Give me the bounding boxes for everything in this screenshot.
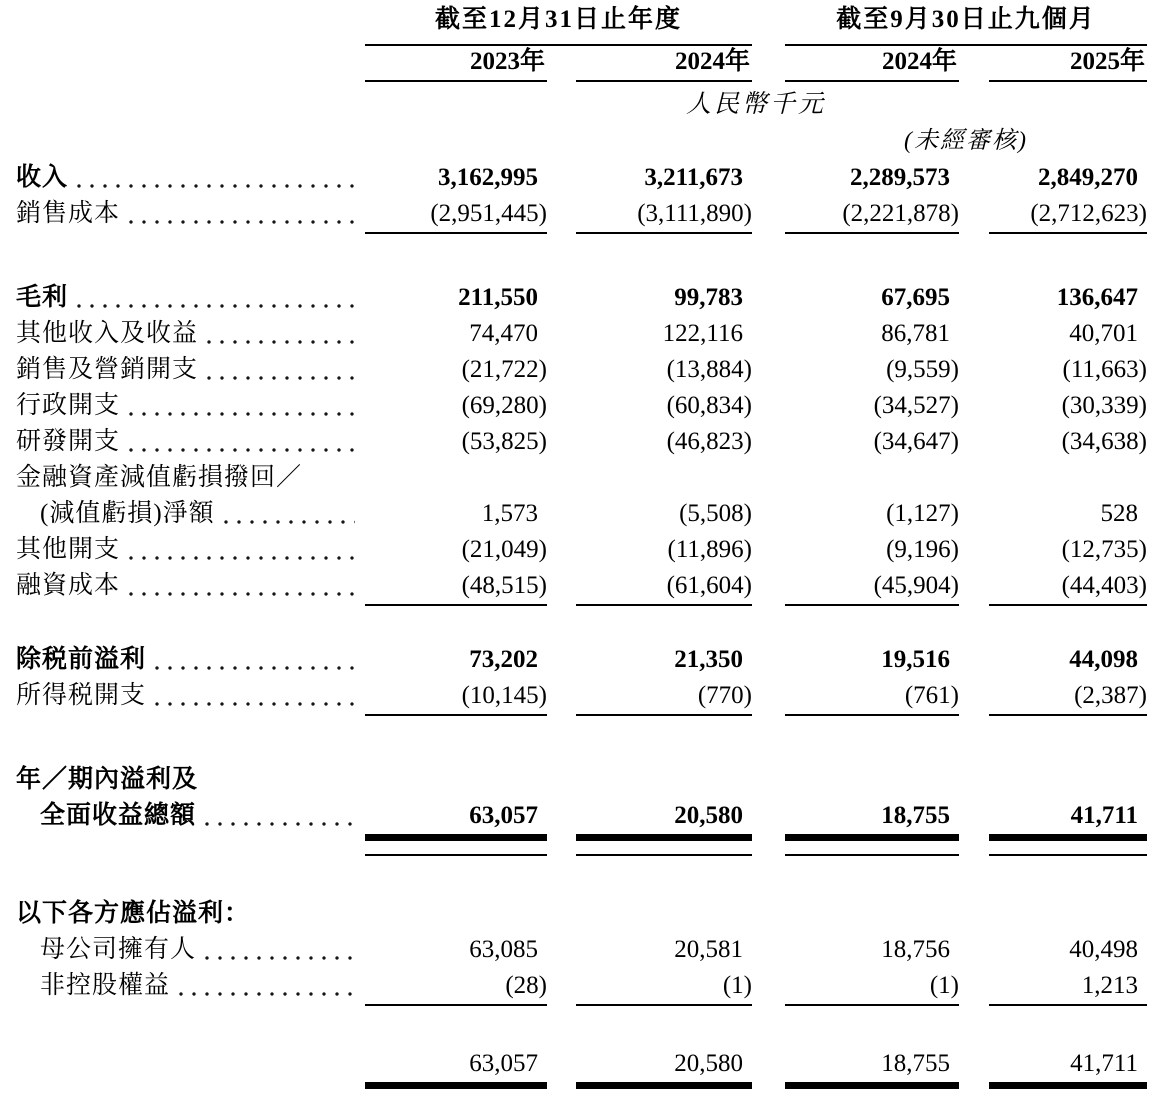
row-value: 63,085 bbox=[469, 936, 538, 963]
row-value: (2,712,623) bbox=[1030, 200, 1147, 227]
row-label: 母公司擁有人 bbox=[40, 936, 197, 963]
row-value: 136,647 bbox=[1056, 284, 1138, 311]
dot-leader bbox=[207, 376, 355, 380]
dot-leader bbox=[129, 448, 355, 452]
period-group-nine-month-label: 截至9月30日止九個月 bbox=[836, 6, 1096, 33]
rule-bar bbox=[989, 1082, 1147, 1098]
row-value: (2,387) bbox=[1074, 682, 1147, 709]
row-label: 銷售成本 bbox=[16, 200, 121, 227]
row-label: 金融資產減值虧損撥回／ bbox=[16, 464, 303, 491]
row-value: (34,647) bbox=[873, 428, 959, 455]
row-label-cell bbox=[0, 196, 365, 232]
year-header-2023: 2023年 bbox=[365, 46, 547, 82]
row-value: 20,580 bbox=[674, 1050, 743, 1077]
row-label: 所得税開支 bbox=[16, 682, 147, 709]
row-value: (11,896) bbox=[667, 536, 752, 563]
row-label: 除税前溢利 bbox=[16, 646, 147, 673]
row-value: 40,701 bbox=[1069, 320, 1138, 347]
table-row bbox=[0, 798, 1164, 834]
spacer bbox=[0, 716, 1164, 762]
row-value: 41,711 bbox=[1070, 1050, 1138, 1077]
row-label-cell bbox=[0, 762, 365, 798]
rule-bar bbox=[576, 232, 752, 234]
period-group-annual-label: 截至12月31日止年度 bbox=[434, 6, 682, 33]
table-row bbox=[0, 316, 1164, 352]
table-row bbox=[0, 1046, 1164, 1082]
table-row bbox=[0, 196, 1164, 232]
row-value: (28) bbox=[505, 972, 547, 999]
table-row bbox=[0, 388, 1164, 424]
year-header-2025-9m: 2025年 bbox=[989, 46, 1147, 82]
table-row bbox=[0, 678, 1164, 714]
double-rule bbox=[0, 1082, 1164, 1098]
row-value: 528 bbox=[1100, 500, 1138, 527]
rule-bar bbox=[989, 604, 1147, 606]
row-label: 銷售及營銷開支 bbox=[16, 356, 199, 383]
row-value: 19,516 bbox=[881, 646, 950, 673]
rule-bar bbox=[365, 1004, 547, 1006]
row-value: 3,211,673 bbox=[644, 164, 743, 191]
row-value: 21,350 bbox=[674, 646, 743, 673]
rule-bar bbox=[365, 604, 547, 606]
row-value: (69,280) bbox=[461, 392, 547, 419]
spacer bbox=[0, 234, 1164, 280]
row-value: (30,339) bbox=[1061, 392, 1147, 419]
table-row bbox=[0, 932, 1164, 968]
row-label-cell bbox=[0, 568, 365, 604]
table-row bbox=[0, 532, 1164, 568]
row-value: (3,111,890) bbox=[637, 200, 752, 227]
table-row bbox=[0, 424, 1164, 460]
table-body bbox=[0, 160, 1164, 1098]
double-rule bbox=[0, 834, 1164, 856]
row-value: (21,722) bbox=[461, 356, 547, 383]
row-label: 其他開支 bbox=[16, 536, 121, 563]
row-label-cell bbox=[0, 316, 365, 352]
row-value: (5,508) bbox=[679, 500, 752, 527]
row-value: 86,781 bbox=[881, 320, 950, 347]
rule-bar bbox=[785, 604, 959, 606]
rule-bar bbox=[365, 834, 547, 856]
row-value: 20,580 bbox=[674, 802, 743, 829]
row-label-cell bbox=[0, 678, 365, 714]
rule-bar bbox=[576, 604, 752, 606]
row-value: 63,057 bbox=[469, 802, 538, 829]
row-label: 其他收入及收益 bbox=[16, 320, 199, 347]
row-value: (9,559) bbox=[886, 356, 959, 383]
row-label-cell bbox=[0, 388, 365, 424]
row-value bbox=[989, 896, 1147, 932]
row-value bbox=[785, 762, 959, 798]
row-value bbox=[989, 460, 1147, 496]
period-group-annual bbox=[365, 0, 752, 46]
dot-leader bbox=[207, 340, 355, 344]
rule-bar bbox=[576, 714, 752, 716]
dot-leader bbox=[224, 520, 355, 524]
row-value: 18,755 bbox=[881, 802, 950, 829]
row-value: 40,498 bbox=[1069, 936, 1138, 963]
row-label-cell bbox=[0, 798, 365, 834]
row-value: (44,403) bbox=[1061, 572, 1147, 599]
row-label: 毛利 bbox=[16, 284, 69, 311]
rule-bar bbox=[785, 714, 959, 716]
row-label: 年／期內溢利及 bbox=[16, 766, 199, 793]
row-value: 18,755 bbox=[881, 1050, 950, 1077]
rule-bar bbox=[365, 714, 547, 716]
unit-note: 人民幣千元 bbox=[685, 91, 826, 118]
row-value: (13,884) bbox=[666, 356, 752, 383]
dot-leader bbox=[155, 666, 355, 670]
spacer bbox=[0, 856, 1164, 896]
row-label-cell bbox=[0, 424, 365, 460]
table-row bbox=[0, 280, 1164, 316]
row-label-cell bbox=[0, 642, 365, 678]
row-label: 收入 bbox=[16, 164, 69, 191]
row-value: 67,695 bbox=[881, 284, 950, 311]
dot-leader bbox=[205, 822, 355, 826]
row-value bbox=[365, 460, 547, 496]
row-value: 122,116 bbox=[662, 320, 743, 347]
unit-note-row bbox=[0, 82, 1164, 122]
row-value: 1,213 bbox=[1081, 972, 1138, 999]
year-header-2024: 2024年 bbox=[576, 46, 752, 82]
rule-bar bbox=[576, 1082, 752, 1098]
row-label-cell bbox=[0, 160, 365, 196]
rule-bar bbox=[576, 834, 752, 856]
rule-bar bbox=[785, 1004, 959, 1006]
row-value: (46,823) bbox=[666, 428, 752, 455]
unaudited-note: (未經審核) bbox=[904, 128, 1028, 154]
table-row bbox=[0, 642, 1164, 678]
year-header-row bbox=[0, 46, 1164, 82]
rule-bar bbox=[785, 834, 959, 856]
row-value: (34,527) bbox=[873, 392, 959, 419]
dot-leader bbox=[129, 556, 355, 560]
row-label-cell bbox=[0, 1046, 365, 1082]
row-label: 融資成本 bbox=[16, 572, 121, 599]
rule-bar bbox=[989, 1004, 1147, 1006]
table-row bbox=[0, 762, 1164, 798]
row-label-cell bbox=[0, 896, 365, 932]
row-label-cell bbox=[0, 532, 365, 568]
row-value: (53,825) bbox=[461, 428, 547, 455]
period-group-row bbox=[0, 0, 1164, 46]
row-label-cell bbox=[0, 280, 365, 316]
row-value: (11,663) bbox=[1062, 356, 1147, 383]
row-value: (1,127) bbox=[886, 500, 959, 527]
rule-bar bbox=[365, 1082, 547, 1098]
row-value: 2,289,573 bbox=[850, 164, 950, 191]
rule-bar bbox=[576, 1004, 752, 1006]
row-label: 以下各方應佔溢利： bbox=[16, 900, 251, 927]
row-value: 44,098 bbox=[1069, 646, 1138, 673]
row-value: (10,145) bbox=[461, 682, 547, 709]
table-row bbox=[0, 568, 1164, 604]
row-label: 非控股權益 bbox=[40, 972, 171, 999]
dot-leader bbox=[77, 184, 355, 188]
row-value: (45,904) bbox=[873, 572, 959, 599]
row-value: (34,638) bbox=[1061, 428, 1147, 455]
rule-bar bbox=[785, 232, 959, 234]
row-value: 73,202 bbox=[469, 646, 538, 673]
table-row bbox=[0, 352, 1164, 388]
dot-leader bbox=[205, 956, 355, 960]
dot-leader bbox=[129, 412, 355, 416]
row-value bbox=[365, 762, 547, 798]
row-value bbox=[989, 762, 1147, 798]
spacer bbox=[0, 1006, 1164, 1046]
period-group-nine-month bbox=[785, 0, 1147, 46]
row-value: (1) bbox=[722, 972, 752, 999]
dot-leader bbox=[179, 992, 355, 996]
row-value: 211,550 bbox=[458, 284, 538, 311]
row-value bbox=[365, 896, 547, 932]
dot-leader bbox=[77, 304, 355, 308]
row-label-cell bbox=[0, 932, 365, 968]
spacer bbox=[0, 606, 1164, 642]
row-label: (減值虧損)淨額 bbox=[40, 500, 215, 527]
table-row bbox=[0, 160, 1164, 196]
row-value bbox=[785, 460, 959, 496]
table-row bbox=[0, 496, 1164, 532]
rule-bar bbox=[989, 834, 1147, 856]
row-value: (2,951,445) bbox=[430, 200, 547, 227]
row-value: (61,604) bbox=[666, 572, 752, 599]
row-label: 行政開支 bbox=[16, 392, 121, 419]
row-value bbox=[576, 460, 752, 496]
row-value: 74,470 bbox=[469, 320, 538, 347]
row-value: (21,049) bbox=[461, 536, 547, 563]
row-label-cell bbox=[0, 352, 365, 388]
row-value: (60,834) bbox=[666, 392, 752, 419]
row-value: (770) bbox=[697, 682, 752, 709]
dot-leader bbox=[129, 220, 355, 224]
row-value: 1,573 bbox=[481, 500, 538, 527]
row-label: 全面收益總額 bbox=[40, 802, 197, 829]
row-value: 41,711 bbox=[1070, 802, 1138, 829]
row-value: 18,756 bbox=[881, 936, 950, 963]
table-row bbox=[0, 896, 1164, 932]
row-value: 3,162,995 bbox=[438, 164, 538, 191]
table-row bbox=[0, 968, 1164, 1004]
row-value: 2,849,270 bbox=[1038, 164, 1138, 191]
dot-leader bbox=[155, 702, 355, 706]
row-value bbox=[576, 762, 752, 798]
row-value: (12,735) bbox=[1061, 536, 1147, 563]
row-value bbox=[576, 896, 752, 932]
rule-bar bbox=[365, 232, 547, 234]
dot-leader bbox=[129, 592, 355, 596]
row-label-cell bbox=[0, 460, 365, 496]
row-label-cell bbox=[0, 968, 365, 1004]
row-label-cell bbox=[0, 496, 365, 532]
rule-bar bbox=[785, 1082, 959, 1098]
row-value: (2,221,878) bbox=[842, 200, 959, 227]
rule-bar bbox=[989, 232, 1147, 234]
rule-bar bbox=[989, 714, 1147, 716]
row-label: 研發開支 bbox=[16, 428, 121, 455]
row-value: (1) bbox=[929, 972, 959, 999]
row-value: (9,196) bbox=[886, 536, 959, 563]
row-value: 99,783 bbox=[674, 284, 743, 311]
row-value: 63,057 bbox=[469, 1050, 538, 1077]
row-value: (48,515) bbox=[461, 572, 547, 599]
table-row bbox=[0, 460, 1164, 496]
row-value: (761) bbox=[904, 682, 959, 709]
row-value: 20,581 bbox=[674, 936, 743, 963]
row-value bbox=[785, 896, 959, 932]
year-header-2024-9m: 2024年 bbox=[785, 46, 959, 82]
